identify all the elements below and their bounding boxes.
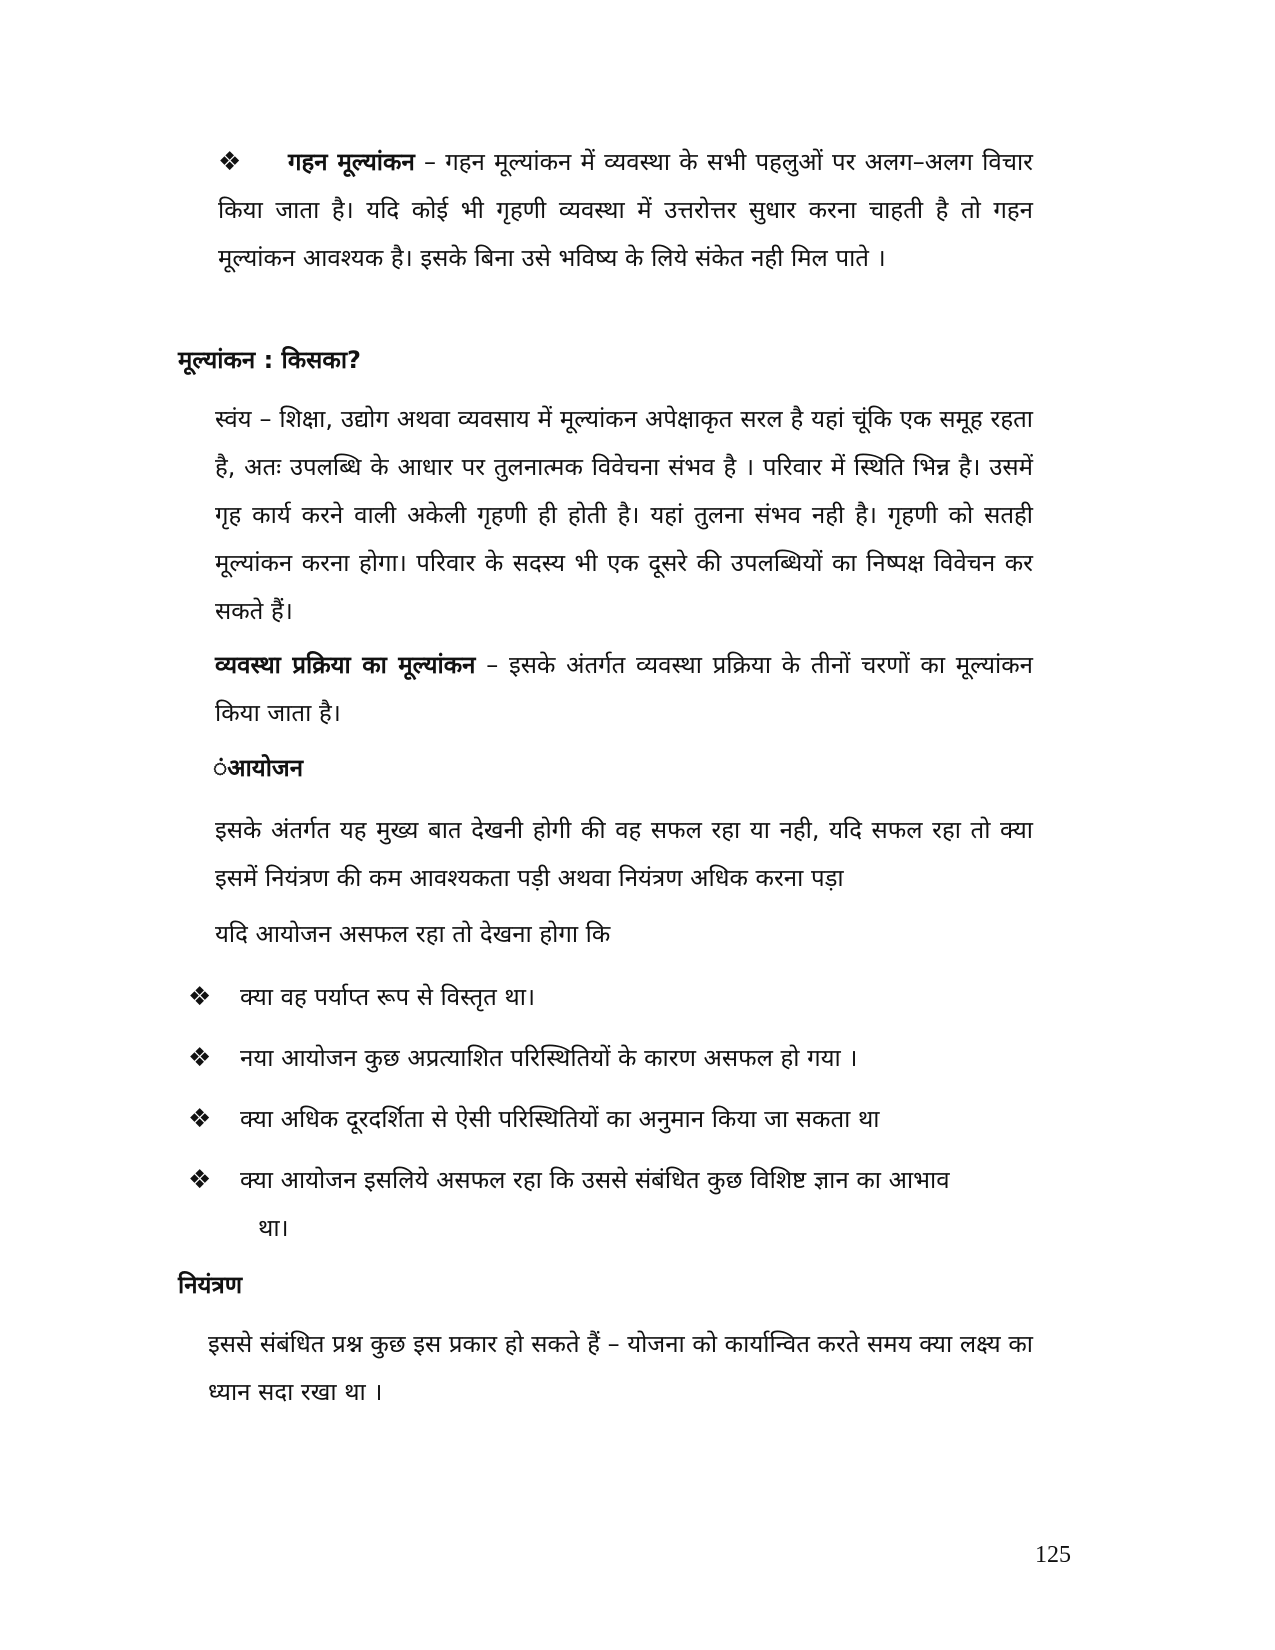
heading-evaluation-whose: मूल्यांकन : किसका? xyxy=(178,346,361,374)
diamond-bullet-icon: ❖ xyxy=(218,147,242,177)
control-paragraph: इससे संबंधित प्रश्न कुछ इस प्रकार हो सकते हैं – योजना को कार्यान्वित करते समय क्या लक्ष्य का ध्यान सदा रखा था । xyxy=(208,1330,1033,1406)
diamond-bullet-icon: ❖ xyxy=(188,1104,212,1134)
list-item xyxy=(188,1034,1083,1082)
heading-planning: ंआयोजन xyxy=(213,754,304,782)
list-item xyxy=(188,1156,1083,1252)
planning-failed-intro: यदि आयोजन असफल रहा तो देखना होगा कि xyxy=(215,920,611,948)
intensive-evaluation-paragraph xyxy=(218,138,1033,282)
list-item-text: नया आयोजन कुछ अप्रत्याशित परिस्थितियों के कारण असफल हो गया । xyxy=(240,1044,858,1072)
planning-paragraph: इसके अंतर्गत यह मुख्य बात देखनी होगी की वह सफल रहा या नही, यदि सफल रहा तो क्या इसमें नियंत्रण की कम आवश्यकता पड़ी अथवा नियंत्रण अधिक करना पड़ा xyxy=(215,816,1033,892)
process-evaluation-title: व्यवस्था प्रक्रिया का मूल्यांकन xyxy=(215,651,476,679)
diamond-bullet-icon: ❖ xyxy=(188,1043,212,1073)
intensive-evaluation-text: – गहन मूल्यांकन में व्यवस्था के सभी पहलुओं पर अलग–अलग विचार किया जाता है। यदि कोई भी गृहणी व्यवस्था में उत्तरोत्तर सुधार करना चाहती है तो गहन मूल्यांकन आवश्यक है। इसके बिना उसे भविष्य के लिये संकेत नही मिल पाते । xyxy=(218,148,1033,272)
list-item xyxy=(188,1095,1083,1143)
list-item-text: क्या आयोजन इसलिये असफल रहा कि उससे संबंधित कुछ विशिष्ट ज्ञान का आभाव xyxy=(240,1166,950,1194)
list-item-continuation: था। xyxy=(258,1214,289,1242)
heading-control: नियंत्रण xyxy=(178,1271,243,1299)
page-number: 125 xyxy=(1035,1542,1071,1568)
list-item xyxy=(188,973,1083,1021)
process-evaluation-paragraph xyxy=(215,641,1033,737)
diamond-bullet-icon: ❖ xyxy=(188,1165,212,1195)
list-item-text: क्या अधिक दूरदर्शिता से ऐसी परिस्थितियों का अनुमान किया जा सकता था xyxy=(240,1105,880,1133)
diamond-bullet-icon: ❖ xyxy=(188,982,212,1012)
self-evaluation-paragraph: स्वंय – शिक्षा, उद्योग अथवा व्यवसाय में मूल्यांकन अपेक्षाकृत सरल है यहां चूंकि एक समूह रहता है, अतः उपलब्धि के आधार पर तुलनात्मक विवेचना संभव है । परिवार में स्थिति भिन्न है। उसमें गृह कार्य करने वाली अकेली गृहणी ही होती है। यहां तुलना संभव नही है। गृहणी को सतही मूल्यांकन करना होगा। परिवार के सदस्य भी एक दूसरे की उपलब्धियों का निष्पक्ष विवेचन कर सकते हैं। xyxy=(215,405,1033,625)
process-evaluation-text: – इसके अंतर्गत व्यवस्था प्रक्रिया के तीनों चरणों का मूल्यांकन किया जाता है। xyxy=(215,651,1033,727)
list-item-text: क्या वह पर्याप्त रूप से विस्तृत था। xyxy=(240,983,536,1011)
intensive-evaluation-title: गहन मूल्यांकन xyxy=(288,148,415,176)
